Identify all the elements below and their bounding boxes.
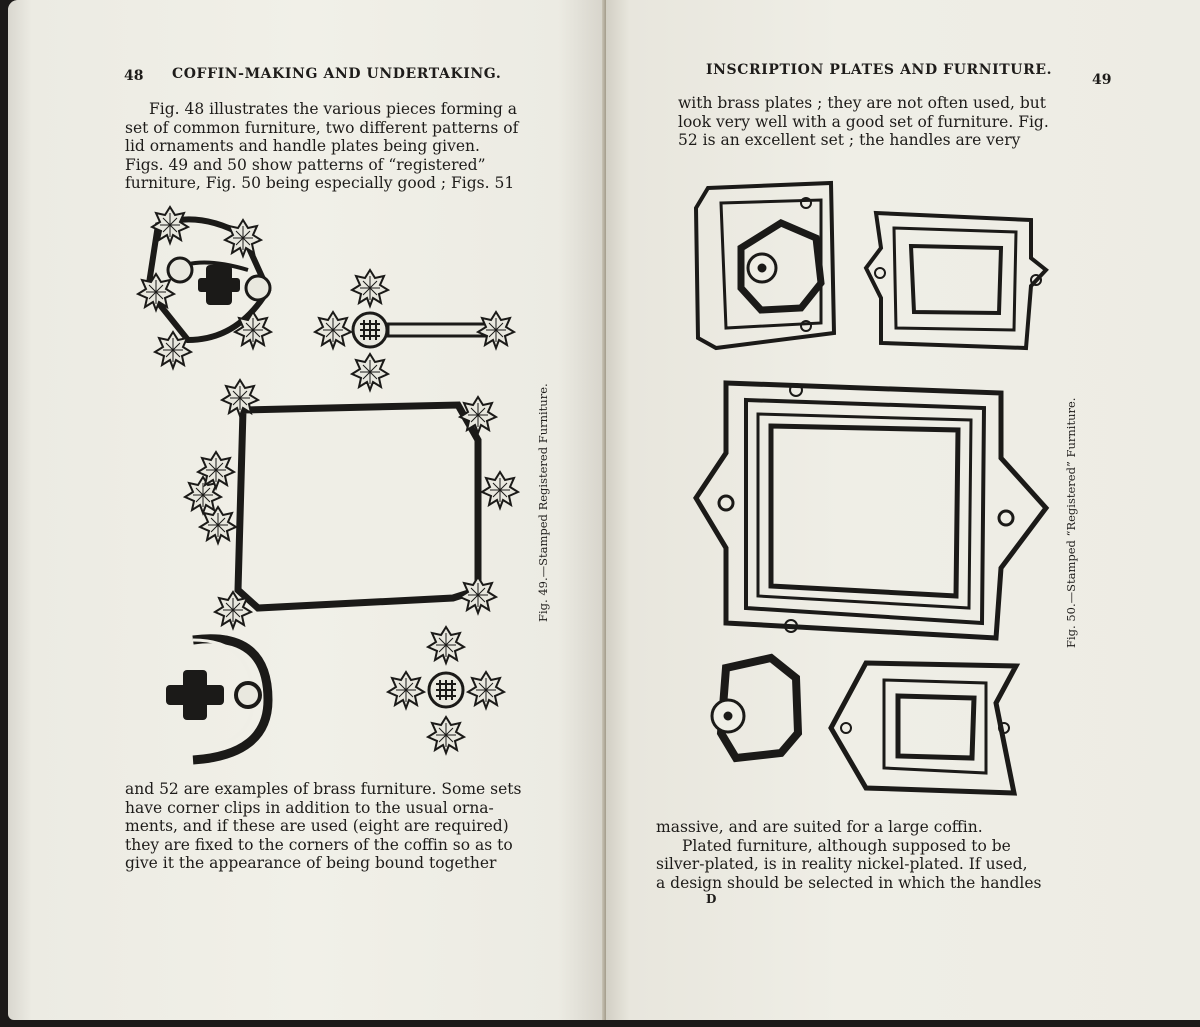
inscription-plate-large [696,383,1046,638]
text-line: massive, and are suited for a large coffin. [656,818,983,836]
text-line: Plated furniture, although supposed to be [682,836,1011,855]
text-line: 52 is an excellent set ; the handles are very [678,131,1021,149]
figure-50-furniture-illustration [686,168,1066,803]
text-line: have corner clips in addition to the usual orna- [125,798,494,817]
text-line: a design should be selected in which the handles [656,873,1042,892]
text-line: and 52 are examples of brass furniture. Some sets [125,780,522,798]
text-line: set of common furniture, two different patterns of [125,118,519,137]
text-line: Fig. 48 illustrates the various pieces forming a [149,100,517,118]
text-line: silver-plated, is in reality nickel-plated. If used, [656,855,1028,873]
cross-handle-plate [315,270,514,390]
right-page [606,0,1200,1020]
handle-plate-top-right [866,213,1046,348]
handle-bracket [166,639,268,760]
left-bottom-paragraph [125,780,555,873]
right-page-number: 49 [1092,72,1112,88]
lid-ornament-arch [138,207,271,368]
text-line: furniture, Fig. 50 being especially good ; Figs. 51 [125,174,515,192]
left-page [8,0,606,1020]
text-line: ments, and if these are used (eight are required) [125,817,509,835]
figure-49-caption: Fig. 49.—Stamped Registered Furniture. [536,383,550,622]
cross-lid-ornament [388,627,504,753]
handle-plate-top-left [696,183,834,348]
left-running-head: COFFIN-MAKING AND UNDERTAKING. [172,66,502,82]
left-page-number: 48 [124,68,144,84]
text-line: look very well with a good set of furniture. Fig. [678,112,1049,131]
figure-50-caption: Fig. 50.—Stamped “Registered” Furniture. [1064,397,1078,648]
text-line: with brass plates ; they are not often used, but [678,94,1047,112]
right-running-head: INSCRIPTION PLATES AND FURNITURE. [706,62,1053,78]
right-top-paragraph [678,94,1118,150]
text-line: they are fixed to the corners of the coffin so as to [125,835,513,854]
printer-signature-mark: D [706,892,717,906]
inscription-plate [185,380,518,628]
text-line: give it the appearance of being bound together [125,854,497,872]
text-line: lid ornaments and handle plates being given. [125,137,480,155]
open-book [8,0,1200,1020]
handle-plate-bottom-right [831,663,1016,793]
right-bottom-paragraph [656,818,1096,892]
handle-bottom-left [712,658,798,758]
left-top-paragraph [125,100,555,193]
text-line: Figs. 49 and 50 show patterns of “registered” [125,155,486,174]
figure-49-furniture-illustration [128,200,528,775]
